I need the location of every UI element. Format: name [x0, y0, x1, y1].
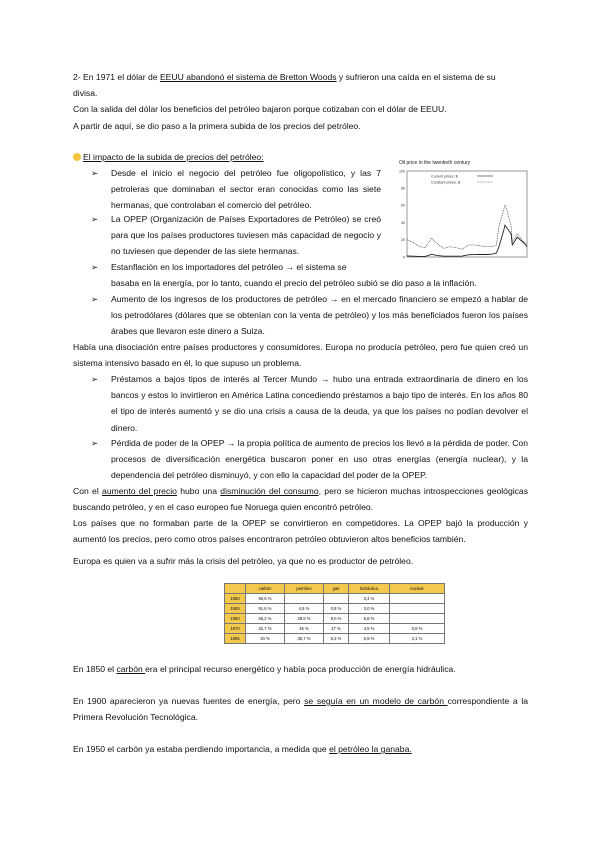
bretton-woods-link: EEUU abandonó el sistema de Bretton Woods — [159, 72, 337, 82]
table-cell: 0,8 % — [324, 604, 349, 614]
smiley-icon — [73, 153, 81, 161]
energy-table — [224, 583, 445, 644]
bullet-estanflacion-cont: basaba en la energía, por lo tanto, cuando el precio del petróleo subió se dio paso a la inflación. — [111, 278, 477, 288]
table-header-cell — [225, 584, 246, 594]
table-cell: 1900 — [225, 604, 246, 614]
table-cell — [324, 594, 349, 604]
y-tick-label: 0 — [403, 255, 405, 260]
y-tick-label: 80 — [401, 186, 405, 191]
intro-line-2: divisa. — [73, 88, 98, 99]
arrow-bullet-icon: ➢ — [91, 438, 99, 448]
para-1900: En 1900 aparecieron ya nuevas fuentes de energía, pero se seguía en un modelo de carbón correspondiente a la Primera Revolución Tecnológica. — [73, 696, 529, 723]
table-cell: 3,4 % — [349, 594, 390, 604]
table-cell — [285, 594, 324, 604]
table-cell: 6,9 % — [349, 634, 390, 644]
para-opep-competidores: Los países que no formaban parte de la OPEP se convirtieron en competidores. La OPEP bajó la producción y aumentó los precios, pero como otros países encontraron petróleo obtuvieron altos beneficios también. — [73, 518, 528, 545]
bullet-estanflacion: ➢ Estanflación en los importadores del petróleo → el sistema se — [91, 259, 381, 276]
bullet-petrodolares: ➢ Aumento de los ingresos de los productores de petróleo → en el mercado financiero se empezó a hablar de los petrodólares (dólares que se obtenían con la venta de petróleo) y los más beneficiados fueron los países árabes que llevaron este dinero a Suiza. — [91, 291, 528, 341]
table-cell: 4,1 % — [390, 634, 445, 644]
intro-paragraph — [73, 69, 528, 134]
table-cell: 45 % — [285, 624, 324, 634]
table-cell: 4,5 % — [349, 624, 390, 634]
table-cell: 28,9 % — [285, 614, 324, 624]
bullet-opep: ➢ La OPEP (Organización de Países Exportadores de Petróleo) se creó para que los países productores tuviesen más capacidad de negocio y no tuviesen que depender de las siete hermanas. — [91, 211, 381, 261]
chart-series — [407, 205, 527, 256]
y-tick-label: 40 — [401, 220, 405, 225]
para-europa: Europa es quien va a sufrir más la crisis del petróleo, ya que no es productor de petróleo. — [73, 556, 414, 566]
table-cell: 1985 — [225, 634, 246, 644]
table-row — [225, 604, 445, 614]
table-cell: 6,8 % — [349, 614, 390, 624]
series-line-constant-prices — [407, 205, 527, 249]
table-cell: 1950 — [225, 614, 246, 624]
table-cell: 0,8 % — [390, 624, 445, 634]
arrow-bullet-icon: ➢ — [91, 262, 99, 272]
y-tick-label: 20 — [401, 238, 405, 243]
y-tick-label: 60 — [401, 203, 405, 208]
table-cell: 9,3 % — [324, 634, 349, 644]
series-line-current-prices — [407, 225, 527, 256]
table-cell — [390, 594, 445, 604]
y-tick-label: 100 — [399, 169, 405, 174]
arrow-bullet-icon: ➢ — [91, 374, 99, 384]
table-cell: 3,0 % — [349, 604, 390, 614]
arrow-bullet-icon: ➢ — [91, 168, 99, 178]
table-header-cell: petróleo — [285, 584, 324, 594]
section-heading: El impacto de la subida de precios del petróleo: — [73, 149, 264, 165]
table-header-cell: nuclear — [390, 584, 445, 594]
para-aumento-precio: Con el aumento del precio hubo una disminución del consumo, pero se hicieron muchas introspecciones geológicas buscando petróleo, y en el caso europeo fue Noruega quien encontró petróleo. — [73, 486, 529, 513]
chart-title: Oil price in the twentieth century — [399, 160, 471, 166]
table-cell: 1970 — [225, 624, 246, 634]
para-1850: En 1850 el carbón era el principal recurso energético y había poca producción de energía hidráulica. — [73, 664, 456, 674]
chart-frame — [407, 171, 527, 257]
oil-price-chart — [393, 155, 529, 263]
table-cell: 34 % — [246, 634, 285, 644]
bullet-prestamos: ➢ Préstamos a bajos tipos de interés al Tercer Mundo → hubo una entrada extraordinaria de dinero en los bancos y estos lo invirtieron en América Latina concediendo préstamos a bajo tipo de interés. En los años 80 el tipo de interés aumentó y se dio una crisis a causa de la deuda, ya que los países no podían devolver el dinero. — [91, 371, 528, 437]
intro-line-1: 2- En 1971 el dólar de EEUU abandonó el sistema de Bretton Woods y sufrieron una caída en el sistema de su — [73, 72, 496, 82]
legend-label: Constant prices, $ — [431, 180, 460, 185]
bullet-perdida-opep: ➢ Pérdida de poder de la OPEP → la propia política de aumento de precios los llevó a la pérdida de poder. Con procesos de diversificación energética buscaron poner en uso otras energías (energía nuclear), y la dependencia del petróleo disminuyó, y con ello la capacidad del poder de la OPEP. — [91, 435, 528, 485]
chart-legend — [431, 175, 493, 185]
para-disociacion: Había una disociación entre países productores y consumidores. Europa no producía petróleo, pero fue quien creó un sistema intensivo basado en él, lo que supuso un problema. — [73, 342, 528, 369]
table-cell: 91,6 % — [246, 604, 285, 614]
table-row — [225, 594, 445, 604]
table-cell — [390, 614, 445, 624]
bullet-siete-hermanas: ➢ Desde el inicio el negocio del petróleo fue oligopolístico, y las 7 petroleras que dominaban el sector eran conocidas como las siete hermanas, que controlaban el comercio del petróleo. — [91, 165, 381, 215]
intro-line-4: A partir de aquí, se dio paso a la primera subida de los precios del petróleo. — [73, 120, 361, 131]
table-cell: 32,7 % — [246, 624, 285, 634]
legend-label: Current prices, $ — [431, 174, 458, 179]
table-cell — [390, 604, 445, 614]
chart-y-axis — [399, 169, 405, 259]
table-cell: 96,6 % — [246, 594, 285, 604]
table-cell: 35,7 % — [285, 634, 324, 644]
intro-line-3: Con la salida del dólar los beneficios del petróleo bajaron porque cotizaban con el dólar de EEUU. — [73, 104, 447, 115]
table-cell: 55,2 % — [246, 614, 285, 624]
arrow-bullet-icon: ➢ — [91, 214, 99, 224]
table-row — [225, 624, 445, 634]
table-row — [225, 614, 445, 624]
table-cell: 9,0 % — [324, 614, 349, 624]
para-1950: En 1950 el carbón ya estaba perdiendo importancia, a medida que el petróleo la ganaba. — [73, 744, 412, 754]
table-header-cell: carbón — [246, 584, 285, 594]
table-header-cell: gas — [324, 584, 349, 594]
table-cell: 1850 — [225, 594, 246, 604]
arrow-bullet-icon: ➢ — [91, 294, 99, 304]
table-cell: 4,6 % — [285, 604, 324, 614]
table-cell: 17 % — [324, 624, 349, 634]
table-row — [225, 634, 445, 644]
table-header-row — [225, 584, 445, 594]
table-header-cell: hidráulica — [349, 584, 390, 594]
